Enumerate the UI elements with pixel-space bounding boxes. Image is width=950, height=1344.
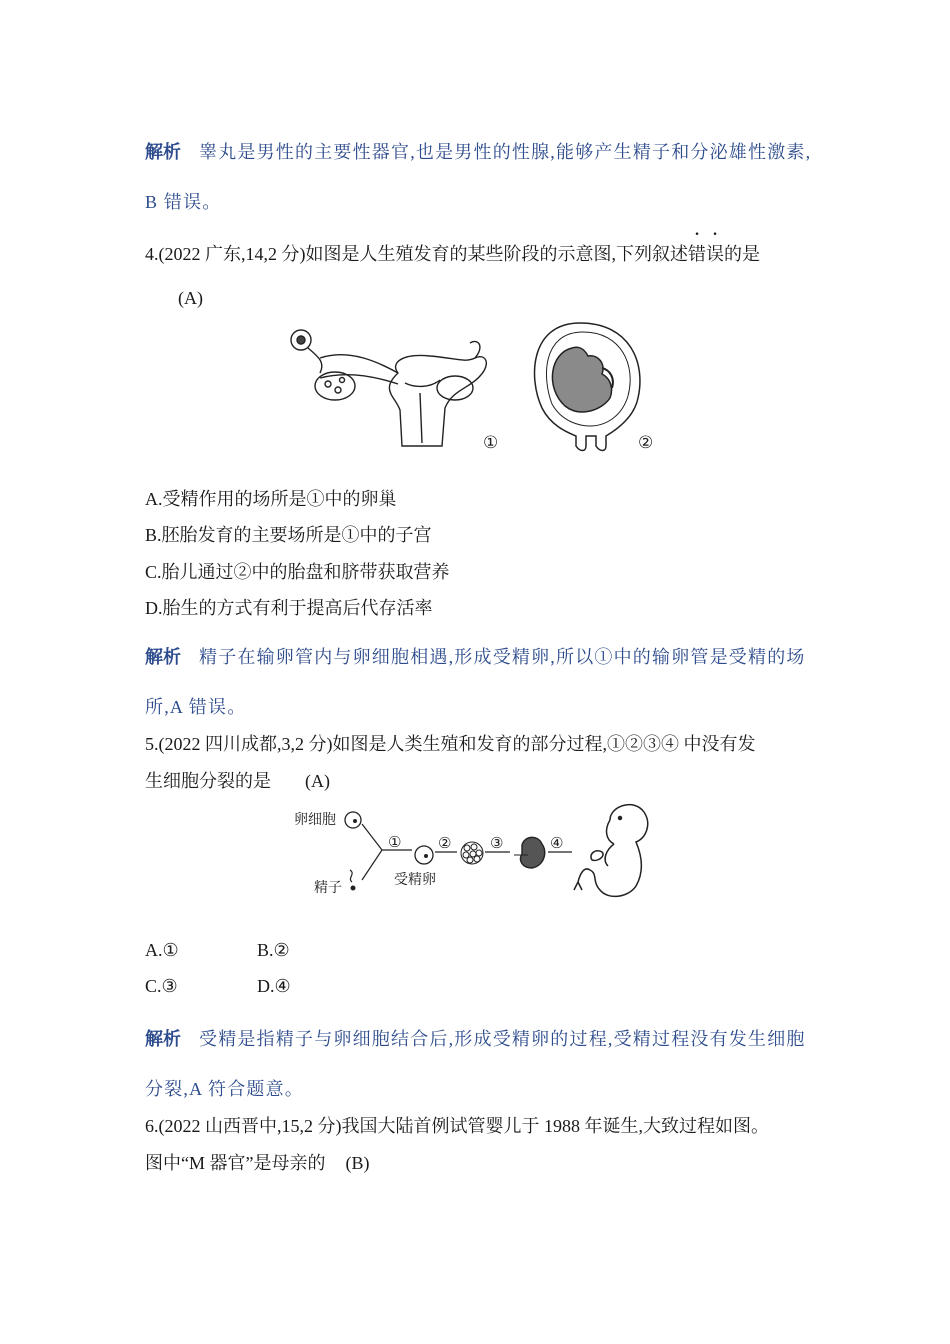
analysis-prev-line1: 解析 睾丸是男性的主要性器官,也是男性的性腺,能够产生精子和分泌雄性激素, [145, 142, 812, 163]
q5-option-b: B.② [257, 940, 290, 960]
analysis-prev-line2: B 错误。 [145, 192, 222, 212]
q4-answer: (A) [178, 288, 203, 308]
q5-stem-line1: 5.(2022 四川成都,3,2 分)如图是人类生殖和发育的部分过程,①②③④ 中没有发 [145, 734, 756, 754]
q4-option-b: B.胚胎发育的主要场所是①中的子宫 [145, 525, 432, 545]
q5-stem-line2: 生细胞分裂的是 (A) [145, 771, 330, 791]
sperm-icon [350, 870, 352, 882]
q4-option-c: C.胎儿通过②中的胎盘和脐带获取营养 [145, 562, 450, 582]
embryo-icon [514, 837, 545, 868]
zygote-icon [415, 846, 433, 864]
step-1-label: ① [388, 833, 402, 851]
q5-answer: (A) [305, 771, 330, 791]
q4-figure [280, 318, 680, 458]
egg-cell-icon [345, 812, 361, 828]
fetus-icon [574, 805, 648, 897]
q4-analysis-line1: 解析 精子在输卵管内与卵细胞相遇,形成受精卵,所以①中的输卵管是受精的场 [145, 647, 806, 668]
egg-cell-label: 卵细胞 [294, 812, 336, 828]
fetus-in-uterus-illustration [535, 323, 640, 451]
step-3-label: ③ [490, 834, 504, 852]
q5-option-c: C.③ [145, 976, 178, 996]
step-4-label: ④ [550, 834, 564, 852]
q4-emphasis-1: 错 [688, 244, 706, 264]
q5-figure [292, 800, 672, 910]
analysis-tag: 解析 [145, 1029, 181, 1050]
q4-figure-label-1: ① [483, 433, 499, 453]
q6-answer: (B) [345, 1153, 370, 1173]
q5-analysis-line1: 解析 受精是指精子与卵细胞结合后,形成受精卵的过程,受精过程没有发生细胞 [145, 1029, 806, 1050]
zygote-label: 受精卵 [394, 872, 436, 888]
analysis-tag: 解析 [145, 142, 181, 163]
analysis-tag: 解析 [145, 647, 181, 668]
q5-analysis-line2: 分裂,A 符合题意。 [145, 1079, 305, 1099]
q4-option-d: D.胎生的方式有利于提高后代存活率 [145, 598, 433, 618]
q6-stem-line2: 图中“M 器官”是母亲的 (B) [145, 1153, 370, 1173]
female-reproductive-system-illustration [291, 330, 486, 446]
step-2-label: ② [438, 834, 452, 852]
q4-emphasis-2: 误 [706, 244, 724, 264]
q4-stem: 4.(2022 广东,14,2 分)如图是人生殖发育的某些阶段的示意图,下列叙述错误的是 [145, 244, 760, 264]
q5-option-d: D.④ [257, 976, 291, 996]
q4-analysis-line2: 所,A 错误。 [145, 697, 247, 717]
embryo-cluster-icon [461, 842, 483, 864]
sperm-label: 精子 [314, 880, 342, 896]
q5-option-a: A.① [145, 940, 179, 960]
q5-options-row1 [145, 940, 290, 961]
q4-option-a: A.受精作用的场所是①中的卵巢 [145, 489, 397, 509]
q4-figure-label-2: ② [638, 433, 654, 453]
q5-options-row2 [145, 976, 291, 997]
q6-stem-line1: 6.(2022 山西晋中,15,2 分)我国大陆首例试管婴儿于 1988 年诞生,大致过程如图。 [145, 1116, 769, 1136]
